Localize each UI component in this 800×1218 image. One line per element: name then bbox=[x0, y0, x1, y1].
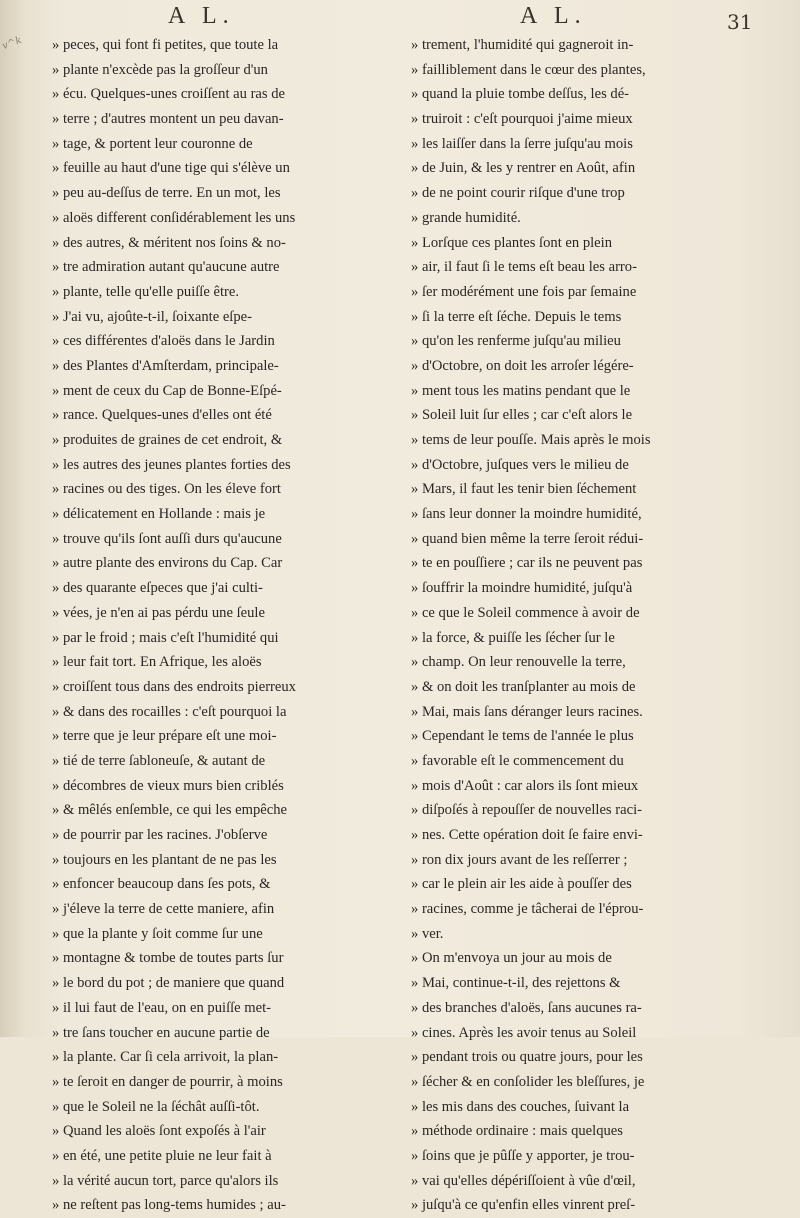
left-column-line: » tre ſans toucher en aucune partie de bbox=[52, 1024, 270, 1041]
left-column-line: » tié de terre ſabloneuſe, & autant de bbox=[52, 752, 266, 769]
left-column-line: » plante n'excède pas la groſſeur d'un bbox=[52, 61, 268, 78]
left-column-line: » les autres des jeunes plantes forties des bbox=[52, 456, 291, 473]
page-number: 31 bbox=[727, 10, 753, 34]
right-column-line: » méthode ordinaire : mais quelques bbox=[411, 1123, 623, 1140]
right-column-line: » Cependant le tems de l'année le plus bbox=[411, 728, 634, 745]
left-column-line: » peces, qui font fi petites, que toute la bbox=[52, 37, 279, 53]
right-column-line: » On m'envoya un jour au mois de bbox=[411, 950, 612, 967]
right-column-line: » car le plein air les aide à pouſſer des bbox=[411, 876, 632, 893]
right-column-line: » ſer modérément une fois par ſemaine bbox=[411, 283, 637, 300]
right-column-line: » Lorſque ces plantes ſont en plein bbox=[411, 234, 613, 251]
right-column-line: » quand bien même la terre ſeroit rédui- bbox=[411, 530, 644, 547]
right-column-line: » grande humidité. bbox=[411, 209, 521, 226]
left-column-line: » trouve qu'ils ſont auſſi durs qu'aucune bbox=[52, 530, 282, 547]
right-column-line: » air, il faut ſi le tems eſt beau les arro- bbox=[411, 259, 637, 276]
right-column-line: » Soleil luit ſur elles ; car c'eſt alors le bbox=[411, 407, 633, 424]
left-column-line: » que le Soleil ne la ſéchât auſſi-tôt. bbox=[52, 1098, 260, 1115]
right-column-line: » ſoins que je pûſſe y apporter, je trou- bbox=[411, 1147, 635, 1164]
left-column-line: » délicatement en Hollande : mais je bbox=[52, 506, 266, 523]
right-column-line: » & on doit les tranſplanter au mois de bbox=[411, 678, 636, 695]
left-column-line: » des autres, & méritent nos ſoins & no- bbox=[52, 234, 286, 251]
right-column-line: » champ. On leur renouvelle la terre, bbox=[411, 654, 626, 671]
right-column-line: » diſpoſés à repouſſer de nouvelles raci- bbox=[411, 802, 642, 819]
left-column-line: » rance. Quelques-unes d'elles ont été bbox=[52, 407, 272, 424]
left-column-line: » en été, une petite pluie ne leur fait à bbox=[52, 1147, 272, 1164]
left-column-line: » aloës different conſidérablement les uns bbox=[52, 209, 296, 226]
left-column-line: » écu. Quelques-unes croiſſent au ras de bbox=[52, 86, 286, 103]
right-column-line: » failliblement dans le cœur des plantes, bbox=[411, 61, 646, 78]
right-column-line: » Mai, mais ſans déranger leurs racines. bbox=[411, 703, 643, 720]
left-column-line: » montagne & tombe de toutes parts ſur bbox=[52, 950, 284, 967]
right-column-line: » juſqu'à ce qu'enfin elles vinrent preſ- bbox=[411, 1197, 636, 1214]
running-head-right: A L. bbox=[520, 3, 587, 29]
right-column-line: » ment tous les matins pendant que le bbox=[411, 382, 631, 399]
right-column-line: » pendant trois ou quatre jours, pour les bbox=[411, 1049, 643, 1066]
left-column-line: » peu au-deſſus de terre. En un mot, les bbox=[52, 185, 281, 202]
left-column-line: » par le froid ; mais c'eſt l'humidité qui bbox=[52, 629, 279, 646]
left-column-line: » & dans des rocailles : c'eſt pourquoi la bbox=[52, 703, 287, 720]
right-column-line: » ſans leur donner la moindre humidité, bbox=[411, 506, 642, 523]
right-column-line: » truiroit : c'eſt pourquoi j'aime mieux bbox=[411, 111, 633, 128]
left-column-line: » tre admiration autant qu'aucune autre bbox=[52, 259, 280, 276]
right-column-line: » favorable eſt le commencement du bbox=[411, 752, 624, 769]
right-column bbox=[411, 33, 751, 1218]
left-column-line: » & mêlés enſemble, ce qui les empêche bbox=[52, 802, 288, 819]
right-column-line: » mois d'Août : car alors ils ſont mieux bbox=[411, 777, 639, 794]
left-column-line: » J'ai vu, ajoûte-t-il, ſoixante eſpe- bbox=[52, 308, 252, 325]
left-column-line: » ment de ceux du Cap de Bonne-Eſpé- bbox=[52, 382, 282, 399]
right-column-line: » ſouffrir la moindre humidité, juſqu'à bbox=[411, 580, 633, 597]
left-column-line: » autre plante des environs du Cap. Car bbox=[52, 555, 283, 572]
running-head-left: A L. bbox=[168, 3, 235, 29]
left-column-line: » produites de graines de cet endroit, & bbox=[52, 432, 283, 448]
left-column-line: » j'éleve la terre de cette maniere, afin bbox=[52, 901, 275, 918]
right-column-line: » ver. bbox=[411, 925, 444, 942]
right-column-line: » la force, & puiſſe les ſécher ſur le bbox=[411, 629, 615, 646]
left-column-line: » le bord du pot ; de maniere que quand bbox=[52, 975, 285, 992]
left-column-line: » des quarante eſpeces que j'ai culti- bbox=[52, 580, 263, 597]
right-column-line: » vai qu'elles dépériſſoient à vûe d'œil, bbox=[411, 1172, 636, 1189]
margin-note: v^k bbox=[0, 34, 24, 53]
right-column-line: » quand la pluie tombe deſſus, les dé- bbox=[411, 86, 630, 103]
page-gutter bbox=[0, 0, 26, 1037]
right-column-line: » ron dix jours avant de les reſſerrer ; bbox=[411, 851, 628, 868]
left-column bbox=[52, 33, 392, 1218]
right-column-line: » de Juin, & les y rentrer en Août, afin bbox=[411, 160, 636, 177]
left-column-line: » terre ; d'autres montent un peu davan- bbox=[52, 111, 284, 128]
left-column-line: » enfoncer beaucoup dans ſes pots, & bbox=[52, 876, 271, 893]
left-column-line: » leur fait tort. En Afrique, les aloës bbox=[52, 654, 262, 671]
left-column-line: » croiſſent tous dans des endroits pierreux bbox=[52, 678, 296, 695]
left-column-line: » tage, & portent leur couronne de bbox=[52, 135, 253, 152]
right-column-line: » cines. Après les avoir tenus au Soleil bbox=[411, 1024, 637, 1041]
right-column-line: » des branches d'aloës, ſans aucunes ra- bbox=[411, 999, 642, 1016]
right-column-line: » tems de leur pouſſe. Mais après le mois bbox=[411, 432, 651, 448]
right-column-line: » les laiſſer dans la ſerre juſqu'au mois bbox=[411, 135, 633, 152]
right-column-line: » te en pouſſiere ; car ils ne peuvent pas bbox=[411, 555, 643, 572]
right-column-line: » ſi la terre eſt ſéche. Depuis le tems bbox=[411, 308, 622, 325]
left-column-line: » plante, telle qu'elle puiſſe être. bbox=[52, 283, 240, 300]
left-column-line: » que la plante y ſoit comme ſur une bbox=[52, 925, 263, 942]
left-column-line: » il lui faut de l'eau, on en puiſſe met- bbox=[52, 999, 272, 1016]
left-column-line: » la plante. Car ſi cela arrivoit, la plan- bbox=[52, 1049, 279, 1066]
right-column-line: » ſécher & en conſolider les bleſſures, je bbox=[411, 1073, 645, 1090]
left-column-line: » Quand les aloës ſont expoſés à l'air bbox=[52, 1123, 266, 1140]
right-column-line: » trement, l'humidité qui gagneroit in- bbox=[411, 37, 634, 53]
left-column-line: » racines ou des tiges. On les éleve fort bbox=[52, 481, 281, 498]
right-column-line: » Mars, il faut les tenir bien ſéchement bbox=[411, 481, 637, 498]
left-column-line: » terre que je leur prépare eſt une moi- bbox=[52, 728, 277, 745]
left-column-line: » ne reſtent pas long-tems humides ; au- bbox=[52, 1197, 286, 1214]
left-column-line: » la vérité aucun tort, parce qu'alors ils bbox=[52, 1172, 279, 1189]
left-column-line: » feuille au haut d'une tige qui s'élève un bbox=[52, 160, 290, 177]
right-column-line: » les mis dans des couches, ſuivant la bbox=[411, 1098, 630, 1115]
left-column-line: » des Plantes d'Amſterdam, principale- bbox=[52, 357, 279, 374]
right-column-line: » d'Octobre, on doit les arroſer légére- bbox=[411, 357, 634, 374]
left-column-line: » ces différentes d'aloës dans le Jardin bbox=[52, 333, 275, 350]
right-column-line: » qu'on les renferme juſqu'au milieu bbox=[411, 333, 621, 350]
right-column-line: » racines, comme je tâcherai de l'éprou- bbox=[411, 901, 644, 918]
left-column-line: » vées, je n'en ai pas pérdu une ſeule bbox=[52, 604, 265, 621]
right-column-line: » de ne point courir riſque d'une trop bbox=[411, 185, 625, 202]
right-column-line: » Mai, continue-t-il, des rejettons & bbox=[411, 975, 621, 992]
right-column-line: » nes. Cette opération doit ſe faire envi- bbox=[411, 827, 643, 843]
left-column-line: » te ſeroit en danger de pourrir, à moins bbox=[52, 1073, 283, 1090]
right-column-line: » ce que le Soleil commence à avoir de bbox=[411, 604, 640, 621]
left-column-line: » de pourrir par les racines. J'obſerve bbox=[52, 827, 268, 843]
left-column-line: » toujours en les plantant de ne pas les bbox=[52, 851, 277, 868]
left-column-line: » décombres de vieux murs bien criblés bbox=[52, 777, 284, 794]
right-column-line: » d'Octobre, juſques vers le milieu de bbox=[411, 456, 629, 473]
